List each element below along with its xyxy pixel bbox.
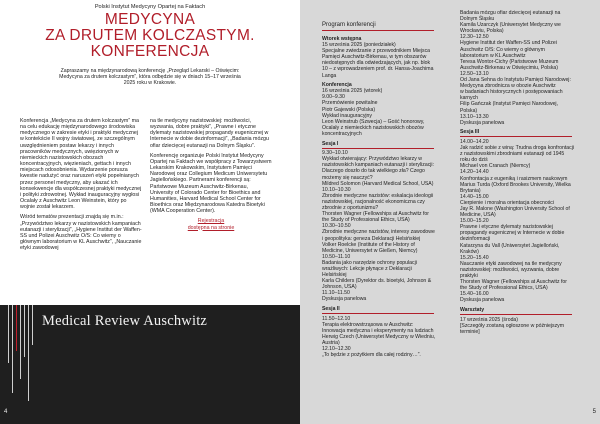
program-line: Dlaczego doszło do tak wielkiego zła? Czego <box>322 168 425 175</box>
paragraph: Wśród tematów prezentacji znajdą się m.in.: „Przywództwo lekarzy w nazistowskich kampaniach eutanazji i sterylizacji”, „Hygiene Institut der Waffen-SS und Polizei Auschwitz O/S: Co wiemy o głównym laboratorium w KL Auschwitz”, „Nauczanie etyki zawodowej <box>20 214 142 252</box>
program-line: Zbrodnie medyczne nazistów, interesy zawodowe <box>322 229 435 236</box>
program-line: nazistowskiej: możliwości, wyzwania, dobre <box>460 266 560 273</box>
program-line: Katarzyna du Vall (Uniwersytet Jagielloński, <box>460 242 560 249</box>
program-line: Johnson, USA) <box>322 284 357 291</box>
block-heading: Sesja I <box>322 140 339 147</box>
program-line: 14.40–15.00 <box>460 193 489 200</box>
program-line: Auschwitz-Birkenau w Oświęcimiu, Polska) <box>460 64 558 71</box>
title-line-3: KONFERENCJA <box>90 43 210 60</box>
program-line: Langa <box>322 72 337 79</box>
program-block <box>322 82 442 137</box>
program-line: Thorsten Wagner (Fellowships at Auschwitz for <box>322 211 429 218</box>
program-line: roku do dziś <box>460 157 488 164</box>
program-line: 15.20–15.40 <box>460 254 489 261</box>
program-line: z nazistowskimi zbrodniami eutanazji od 1945 <box>460 151 565 158</box>
program-line: w badaniach historycznych i postępowaniach <box>460 89 563 96</box>
program-block <box>460 10 580 126</box>
magazine-name: Medical Review Auschwitz <box>42 313 208 329</box>
program-line: Wrocławiu, Polska) <box>460 28 504 35</box>
program-line: Prawne i etyczne dylematy nazistowskiej <box>460 224 553 231</box>
program-line: Kraków) <box>460 248 479 255</box>
program-line: Teresa Wontor-Cichy (Państwowe Muzeum <box>460 58 559 65</box>
program-line: i geopolityka: geneza Deklaracji Helsińskiej <box>322 235 421 242</box>
block-heading: Sesja II <box>322 306 340 313</box>
program-line: [Szczegóły zostaną ogłoszone w późniejszym <box>460 322 565 329</box>
stripe <box>20 305 21 379</box>
right-page <box>300 0 600 424</box>
block-rule <box>322 148 434 149</box>
stripe <box>12 305 13 393</box>
program-line: praktyki <box>460 273 478 280</box>
program-line: Dyskusja panelowa <box>322 296 367 303</box>
program-line: the Study of Professional Ethics, USA) <box>460 285 548 292</box>
program-line: Jak radzić sobie z winą: Trudna droga konfrontacji <box>460 145 575 152</box>
program-line: Cierpienie i moralna orientacja obecności <box>460 199 555 206</box>
program-line: Nauczanie etyki zawodowej na tle medycyny <box>460 260 562 267</box>
program-line: propagandy eugenicznej w Internecie w dobie <box>460 230 565 237</box>
program-line: 11.10–11.50 <box>322 290 350 297</box>
program-line: 12.10–12.30 <box>322 346 351 353</box>
program-line: Specjalne zwiedzanie z przewodnikiem Miejsca <box>322 48 431 55</box>
program-line: Dyskusja panelowa <box>460 297 505 304</box>
program-line: 14.20–14.40 <box>460 169 489 176</box>
registration-link[interactable] <box>150 218 272 230</box>
program-line: Konfrontacja z eugeniką i rasizmem naukowym <box>460 175 568 182</box>
heading-rule <box>322 30 434 31</box>
program-column-2 <box>460 10 580 338</box>
program-line: Kamila Uzarczyk (Uniwersytet Medyczny we <box>460 22 561 29</box>
program-line: Herwig Czech (Uniwersytet Medyczny w Wiedniu, <box>322 334 436 340</box>
program-line: karnych <box>460 95 478 102</box>
program-line: niedostępnych dla odwiedzających, jak np. blok <box>322 60 431 67</box>
program-line: 10.10–10.30 <box>322 186 351 193</box>
program-line: Hygiene Institut der Waffen-SS und Polizei <box>460 40 557 47</box>
program-line: Wykład inauguracyjny <box>322 112 372 119</box>
program-line: Brytania) <box>460 187 481 194</box>
program-line: 15.00–15.20 <box>460 218 489 225</box>
program-block <box>322 36 442 79</box>
program-line: Medycyna zbrodnicza w obozie Auschwitz <box>460 83 556 90</box>
program-line: Dolnym Śląsku <box>460 16 495 23</box>
program-line: 10 – z wprowadzeniem prof. dr. Hansa-Joachima <box>322 66 434 73</box>
article-column-1 <box>20 118 142 255</box>
program-line: the Study of Professional Ethics, USA) <box>322 217 410 224</box>
program-line: Filip Gańczak (Instytut Pamięci Narodowej, <box>460 101 558 108</box>
paragraph: Konferencję organizuje Polski Instytut Medycyny Opartej na Faktach we współpracy z Towarzystwem Lekarskim Krakowskim, Instytutem Pamięci Narodowej oraz Collegium Medicum Uniwersytetu Jagiellońskiego. Partnerami konferencji są: Państwowe Muzeum Auschwitz-Birkenau, University of Colorado Center for Bioethics and Humanities, Harvard Medical School Center for Bioethics oraz Międzynarodowa Katedra Bioetyki (WMA Cooperation Center). <box>150 152 272 215</box>
program-line: Jay R. Malone (Washington University School of <box>460 206 570 212</box>
paragraph: Konferencja „Medycyna za drutem kolczastym” ma na celu edukację międzynarodowego środowiska medycznego w zakresie etyki i praktyki medycznej w kontekście II wojny światowej, ze szczególnym uwzględnieniem postaw lekarzy i innych pracowników medycznych, uwięzionych w niemieckich nazistowskich obozach koncentracyjnych, więzieniach, gettach i innych miejscach odosobnienia. Wydarzenie porusza kwestie nadużyć oraz naruszeń etyki popełnianych przez personel medyczny, aby ukazać ich konsekwencje dla współczesnej praktyki medycznej i polityki zdrowotnej. Wykład inauguracyjny wygłosi Ocalały z Auschwitz Leon Weinstein, który po wojnie został lekarzem. <box>20 118 142 211</box>
block-heading: Warsztaty <box>460 307 485 313</box>
program-line: 13.10–13.30 <box>460 113 489 120</box>
program-line: Helsińskiej <box>322 272 347 279</box>
program-line: możemy się nauczyć? <box>322 174 373 181</box>
program-line: Medicine, Uniwersytet w Gießen, Niemcy) <box>322 247 418 254</box>
program-line: 12.30–12.50 <box>460 34 489 41</box>
program-line: terminie] <box>460 328 480 335</box>
program-line: Dyskusja panelowa <box>460 119 505 126</box>
program-line: Pamięci Auschwitz-Birkenau, w tym obszarów <box>322 54 427 61</box>
program-line: Wykład otwierający: Przywództwo lekarzy w <box>322 156 422 163</box>
block-rule <box>322 313 434 314</box>
program-line: Thorsten Wagner (Fellowships at Auschwitz for <box>460 279 567 286</box>
program-heading: Program konferencji <box>322 22 376 28</box>
program-line: 10.50–11.10 <box>322 253 351 260</box>
program-block <box>322 141 442 303</box>
program-line: koncentracyjnych <box>322 130 362 137</box>
stripe <box>28 305 29 401</box>
program-line: 17 września 2025 (środa) <box>460 316 519 323</box>
institute-kicker: Polski Instytut Medycyny Opartej na Faktach <box>94 4 206 10</box>
program-line: 9.30–10.10 <box>322 150 348 157</box>
program-line: wrażliwych: Lekcje płynące z Deklaracji <box>322 265 412 272</box>
program-line: 9.00–9.30 <box>322 94 345 101</box>
program-line: 16 września 2025 (wtorek) <box>322 88 383 95</box>
page-number-left: 4 <box>4 409 8 415</box>
program-line: Polska) <box>460 107 478 114</box>
program-line: Terapia elektrowstrząsowa w Auschwitz: <box>322 321 414 328</box>
program-line: Zbrodnie medyczne nazistów: eskalacja ideologii <box>322 192 434 199</box>
program-line: Mildred Solomon (Harvard Medical School, USA) <box>322 180 434 187</box>
program-line: Leon Weinstrub (Szwecja) – Gość honorowy, <box>322 118 425 125</box>
program-column-1 <box>322 36 442 362</box>
program-line: Michael von Cranach (Niemcy) <box>460 163 531 170</box>
stripe-red <box>16 305 17 351</box>
title-line-2: ZA DRUTEM KOLCZASTYM. <box>45 27 255 44</box>
program-block <box>322 306 442 358</box>
registration-line-2[interactable]: dostępna na stronie <box>187 224 235 231</box>
stripe <box>8 305 9 363</box>
barbed-stripes-decoration <box>6 305 36 424</box>
program-line: Marius Turda (Oxford Brookes University, Wielka <box>460 181 571 188</box>
program-line: laboratorium w KL Auschwitz <box>460 52 526 59</box>
program-line: dezinformacji <box>460 236 491 243</box>
block-heading: Wtorek wstępna <box>322 36 362 42</box>
program-line: 15 września 2025 (poniedziałek) <box>322 42 396 49</box>
program-line: zbrodnie z oportunizmu? <box>322 205 379 212</box>
block-heading: Konferencja <box>322 82 352 89</box>
program-line: 15.40–16.00 <box>460 291 489 298</box>
program-line: 12.50–13.10 <box>460 70 489 77</box>
program-line: „To będzie z pożytkiem dla całej rodziny…”. <box>322 352 421 359</box>
title-line-1: MEDYCYNA <box>104 11 196 28</box>
program-line: Badania jako narzędzie ochrony populacji <box>322 259 417 266</box>
stripe <box>24 305 25 357</box>
article-title <box>0 12 300 60</box>
paragraph: na tle medycyny nazistowskiej: możliwości, wyzwania, dobre praktyki”, „Prawne i etyczne dylematy nazistowskiej propagandy eugenicznej w Internecie w dobie dezinformacji”, „Badania mózgu ofiar dziecięcej eutanazji na Dolnym Śląsku”. <box>150 118 269 149</box>
program-line: Austria) <box>322 340 340 347</box>
program-line: Volker Roelcke (Institute of the History of <box>322 241 415 248</box>
program-line: Auschwitz O/S: Co wiemy o głównym <box>460 46 545 53</box>
intro-paragraph: Zapraszamy na międzynarodową konferencję „Przegląd Lekarski – Oświęcim: Medycyna za drutem kolczastym”, która odbędzie się w dniach 15–17 września 2025 roku w Krakowie. <box>59 68 241 87</box>
program-line: Karla Childers (Dyrektor ds. bioetyki, Johnson & <box>322 278 432 285</box>
program-line: Innowacja medyczna i eksperymenty na ludziach <box>322 327 434 334</box>
program-block <box>460 307 580 335</box>
program-line: 14.00–14.20 <box>460 138 489 145</box>
program-line: Ocalały z niemieckich nazistowskich obozów <box>322 124 424 131</box>
stripe <box>32 305 33 345</box>
block-rule <box>460 136 572 137</box>
program-line: Medicine, USA) <box>460 212 496 219</box>
registration-line-1[interactable]: Rejestracja <box>197 218 225 225</box>
program-line: Badania mózgu ofiar dziecięcej eutanazji na <box>460 10 561 16</box>
program-block <box>460 129 580 303</box>
program-line: Od Jana Sehna do Instytutu Pamięci Narodowej: <box>460 77 571 84</box>
program-line: nazistowskich kampaniach eutanazji i sterylizacji: <box>322 162 434 169</box>
page-number-right: 5 <box>592 409 596 415</box>
program-line: nazistowskiej, racjonalność ekonomiczna czy <box>322 198 425 205</box>
program-line: 11.50–12.10 <box>322 315 351 322</box>
program-line: Piotr Gajewski (Polska) <box>322 106 376 113</box>
program-line: 10.30–10.50 <box>322 223 351 230</box>
program-line: Przemówienie powitalne <box>322 100 378 107</box>
block-rule <box>460 314 572 315</box>
article-column-2 <box>150 118 272 231</box>
block-heading: Sesja III <box>460 129 480 136</box>
